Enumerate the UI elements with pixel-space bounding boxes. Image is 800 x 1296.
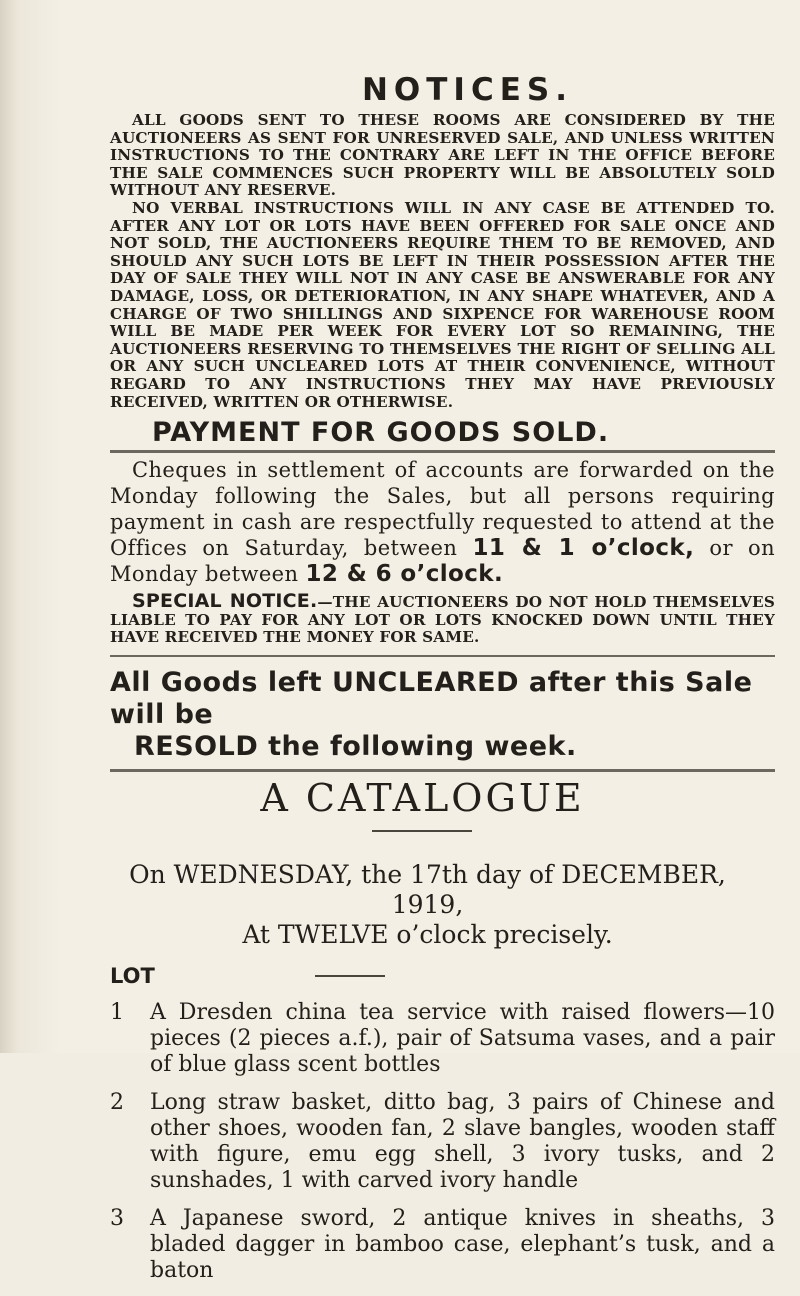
- list-item: [110, 1000, 775, 1078]
- lot-label: LOT: [110, 963, 155, 988]
- uncleared-line-2: RESOLD the following week.: [134, 730, 577, 762]
- catalogue-short-rule: [372, 830, 472, 832]
- special-rule: [110, 655, 775, 657]
- sale-date-line: On WEDNESDAY, the 17th day of DECEMBER, 1919,: [129, 859, 726, 919]
- notice-verbal-instructions: NO VERBAL INSTRUCTIONS WILL IN ANY CASE BE ATTENDED TO. AFTER ANY LOT OR LOTS HAVE BEEN OFFERED FOR SALE ONCE AND NOT SOLD, THE AUCTIONEERS REQUIRE THEM TO BE REMOVED, AND SHOULD ANY SUCH LOTS BE LEFT IN THEIR POSSESSION AFTER THE DAY OF SALE THEY WILL NOT IN ANY CASE BE ANSWERABLE FOR ANY DAMAGE, LOSS, OR DETERIORATION, IN ANY SHAPE WHATEVER, AND A CHARGE OF TWO SHILLINGS AND SIXPENCE FOR WAREHOUSE ROOM WILL BE MADE PER WEEK FOR EVERY LOT SO REMAINING, THE AUCTIONEERS RESERVING TO THEMSELVES THE RIGHT OF SELLING ALL OR ANY SUCH UNCLEARED LOTS AT THEIR CONVENIENCE, WITHOUT REGARD TO ANY INSTRUCTIONS THEY MAY HAVE PREVIOUSLY RECEIVED, WRITTEN OR OTHERWISE.: [110, 198, 775, 411]
- uncleared-goods-notice: [110, 667, 775, 763]
- lot-description: A Japanese sword, 2 antique knives in sheaths, 3 bladed dagger in bamboo case, elephant’s tusk, and a baton: [150, 1205, 775, 1283]
- payment-text-a: Cheques in settlement of accounts are forwarded on the Monday following the Sales, but all persons requiring payment in cash are respectfully requested to attend at the Offices on Saturday, between: [110, 458, 775, 561]
- uncleared-line-1: All Goods left UNCLEARED after this Sale will be: [110, 666, 753, 730]
- list-item: [110, 1090, 775, 1194]
- page-content: [110, 72, 775, 1296]
- payment-text-b: or on Monday between: [110, 536, 775, 587]
- payment-heading: PAYMENT FOR GOODS SOLD.: [152, 417, 610, 449]
- list-item: [110, 1206, 775, 1284]
- sale-time-line: At TWELVE o’clock precisely.: [242, 919, 613, 949]
- lot-description: Long straw basket, ditto bag, 3 pairs of Chinese and other shoes, wooden fan, 2 slave bangles, wooden staff with figure, emu egg shell, 3 ivory tusks, and 2 sunshades, 1 with carved ivory handle: [150, 1089, 775, 1193]
- payment-rule: [110, 450, 775, 453]
- lot-header: [110, 964, 775, 988]
- catalogue-title: A CATALOGUE: [260, 775, 585, 820]
- special-notice-text: —THE AUCTIONEERS DO NOT HOLD THEMSELVES LIABLE TO PAY FOR ANY LOT OR LOTS KNOCKED DOWN UNTIL THEY HAVE RECEIVED THE MONEY FOR SAME.: [110, 593, 775, 647]
- lot-header-rule: [315, 975, 385, 977]
- notice-unreserved-sale: ALL GOODS SENT TO THESE ROOMS ARE CONSIDERED BY THE AUCTIONEERS AS SENT FOR UNRESERVED SALE, AND UNLESS WRITTEN INSTRUCTIONS TO THE CONTRARY ARE LEFT IN THE OFFICE BEFORE THE SALE COMMENCES SUCH PROPERTY WILL BE ABSOLUTELY SOLD WITHOUT ANY RESERVE.: [110, 111, 775, 200]
- payment-paragraph: [110, 457, 775, 587]
- lot-number: 1: [110, 999, 124, 1025]
- payment-time-saturday: 11 & 1 o’clock,: [472, 535, 695, 562]
- catalogue-rule: [110, 769, 775, 772]
- notices-title: NOTICES.: [361, 72, 573, 108]
- lot-description: A Dresden china tea service with raised flowers—10 pieces (2 pieces a.f.), pair of Satsuma vases, and a pair of blue glass scent bottles: [150, 999, 775, 1077]
- lot-number: 3: [110, 1205, 124, 1231]
- special-notice: [110, 590, 775, 647]
- special-notice-label: SPECIAL NOTICE.: [132, 590, 318, 613]
- lot-number: 2: [110, 1089, 124, 1115]
- payment-time-monday: 12 & 6 o’clock.: [305, 561, 504, 588]
